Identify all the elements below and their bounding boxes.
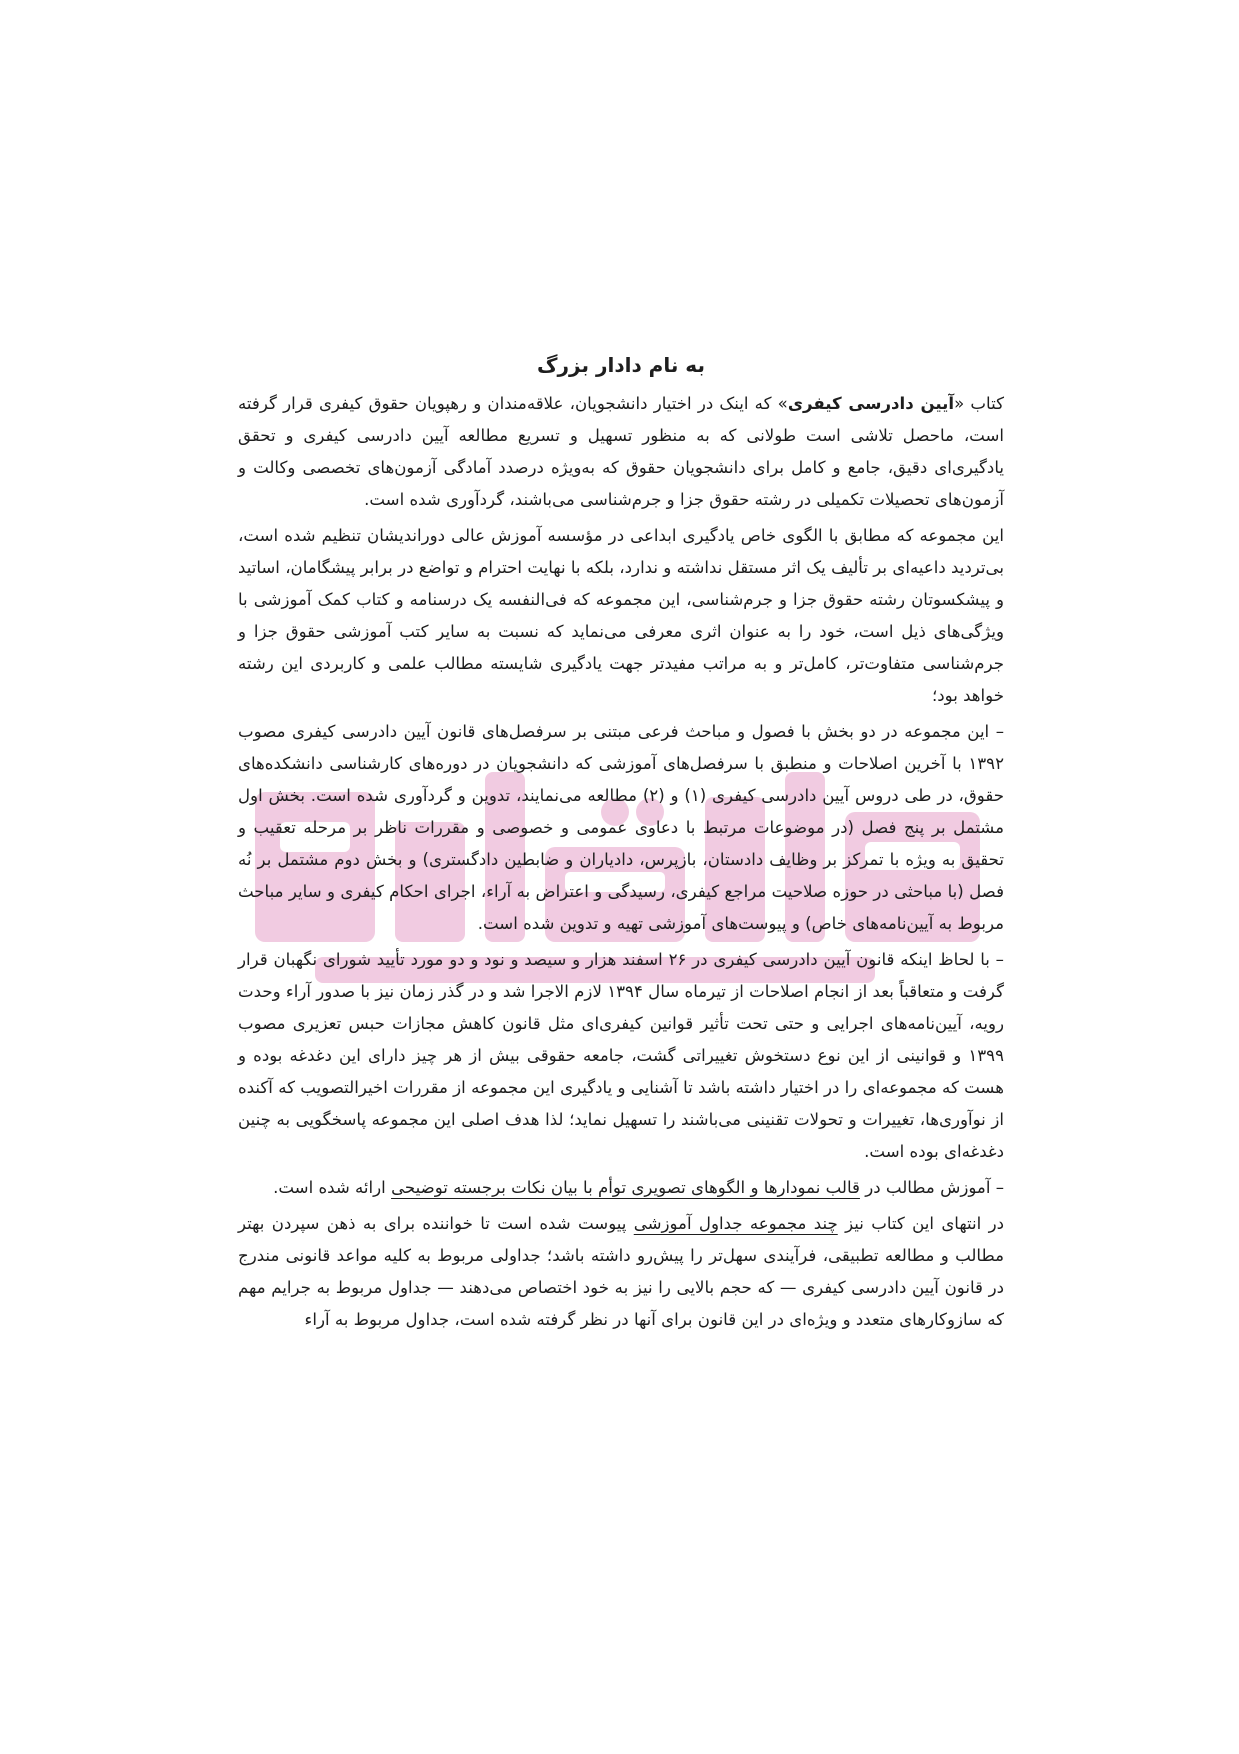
paragraph-1-rest: » که اینک در اختیار دانشجویان، علاقه‌مندان و رهپویان حقوق کیفری قرار گرفته است، ماحصل تلاشی است طولانی که به منظور تسهیل و تسریع مطالعه آیین دادرسی کیفری و تحقق یادگیری‌ای دقیق، جامع و کامل برای دانشجویان حقوق که به‌ویژه درصدد آمادگی آزمون‌های تخصصی وکالت و آزمون‌های تحصیلات تکمیلی در رشته حقوق جزا و جرم‌شناسی می‌باشند، گردآوری شده است. — [238, 394, 1004, 509]
paragraph-1 — [238, 388, 1004, 516]
paragraph-1-prefix: کتاب « — [954, 394, 1004, 413]
paragraph-3: – این مجموعه در دو بخش با فصول و مباحث فرعی مبتنی بر سرفصل‌های قانون آیین دادرسی کیفری مصوب ۱۳۹۲ با آخرین اصلاحات و منطبق با سرفصل‌های آموزشی که دانشجویان در دوره‌های کارشناسی دانشکده‌های حقوق، در طی دروس آیین دادرسی کیفری (۱) و (۲) مطالعه می‌نمایند، تدوین و گردآوری شده است. بخش اول مشتمل بر پنج فصل (در موضوعات مرتبط با دعاوی عمومی و خصوصی و مقررات ناظر بر مرحله تعقیب و تحقیق به ویژه با تمرکز بر وظایف دادستان، بازپرس، دادیاران و ضابطین دادگستری) و بخش دوم مشتمل بر نُه فصل (با مباحثی در حوزه صلاحیت مراجع کیفری، رسیدگی و اعتراض به آراء، اجرای احکام کیفری و سایر مباحث مربوط به آیین‌نامه‌های خاص) و پیوست‌های آموزشی تهیه و تدوین شده است. — [238, 722, 1004, 933]
preface-content — [238, 350, 1004, 1340]
underlined-phrase-tables: چند مجموعه جداول آموزشی — [633, 1214, 838, 1233]
paragraph-4: – با لحاظ اینکه قانون آیین دادرسی کیفری در ۲۶ اسفند هزار و سیصد و نود و دو مورد تأیید شورای نگهبان قرار گرفت و متعاقباً بعد از انجام اصلاحات از تیرماه سال ۱۳۹۴ لازم الاجرا شد و در گذر زمان نیز با صدور آراء وحدت رویه، آیین‌نامه‌های اجرایی و حتی تحت تأثیر قوانین کیفری‌ای مثل قانون کاهش مجازات حبس تعزیری مصوب ۱۳۹۹ و قوانینی از این نوع دستخوش تغییراتی گشت، جامعه حقوقی بیش از هر چیز دارای این دغدغه بوده و هست که مجموعه‌ای را در اختیار داشته باشد تا آشنایی و یادگیری این مجموعه از مقررات اخیرالتصویب که آکنده از نوآوری‌ها، تغییرات و تحولات تقنینی می‌باشند را تسهیل نماید؛ لذا هدف اصلی این مجموعه پاسخگویی به چنین دغدغه‌ای بوده است. — [238, 950, 1004, 1161]
underlined-phrase-charts: قالب نمودارها و الگوهای تصویری توأم با بیان نکات برجسته توضیحی — [391, 1178, 860, 1197]
paragraph-6-rest: پیوست شده است تا خواننده برای به ذهن سپردن بهتر مطالب و مطالعه تطبیقی، فرآیندی سهل‌تر را پیش‌رو داشته باشد؛ جداولی مربوط به کلیه مواعد قانونی مندرج در قانون آیین دادرسی کیفری — که حجم بالایی را نیز به خود اختصاص می‌دهند — جداول مربوط به جرایم مهم که سازوکارهای متعدد و ویژه‌ای در این قانون برای آنها در نظر گرفته شده است، جداول مربوط به آراء — [238, 1214, 1004, 1329]
paragraph-6 — [238, 1208, 1004, 1336]
book-title-bold: آیین دادرسی کیفری — [787, 394, 955, 413]
page-title: به نام دادار بزرگ — [537, 353, 705, 377]
paragraph-2: این مجموعه که مطابق با الگوی خاص یادگیری ابداعی در مؤسسه آموزش عالی دوراندیشان تنظیم شده است، بی‌تردید داعیه‌ای بر تألیف یک اثر مستقل نداشته و ندارد، بلکه با نهایت احترام و تواضع در برابر پیشگامان، اساتید و پیشکسوتان رشته حقوق جزا و جرم‌شناسی، این مجموعه که فی‌النفسه یک درسنامه و کتاب کمک آموزشی با ویژگی‌های ذیل است، خود را به عنوان اثری معرفی می‌نماید که نسبت به سایر کتب آموزشی حقوق جزا و جرم‌شناسی متفاوت‌تر، کامل‌تر و به مراتب مفیدتر جهت یادگیری شایسته مطالب علمی و کاربردی این رشته خواهد بود؛ — [238, 526, 1004, 705]
paragraph-6-start: در انتهای این کتاب نیز — [837, 1214, 1004, 1233]
paragraph-5-end: ارائه شده است. — [273, 1178, 392, 1197]
paragraph-5-start: – آموزش مطالب در — [859, 1178, 1004, 1197]
paragraph-5 — [238, 1172, 1004, 1204]
